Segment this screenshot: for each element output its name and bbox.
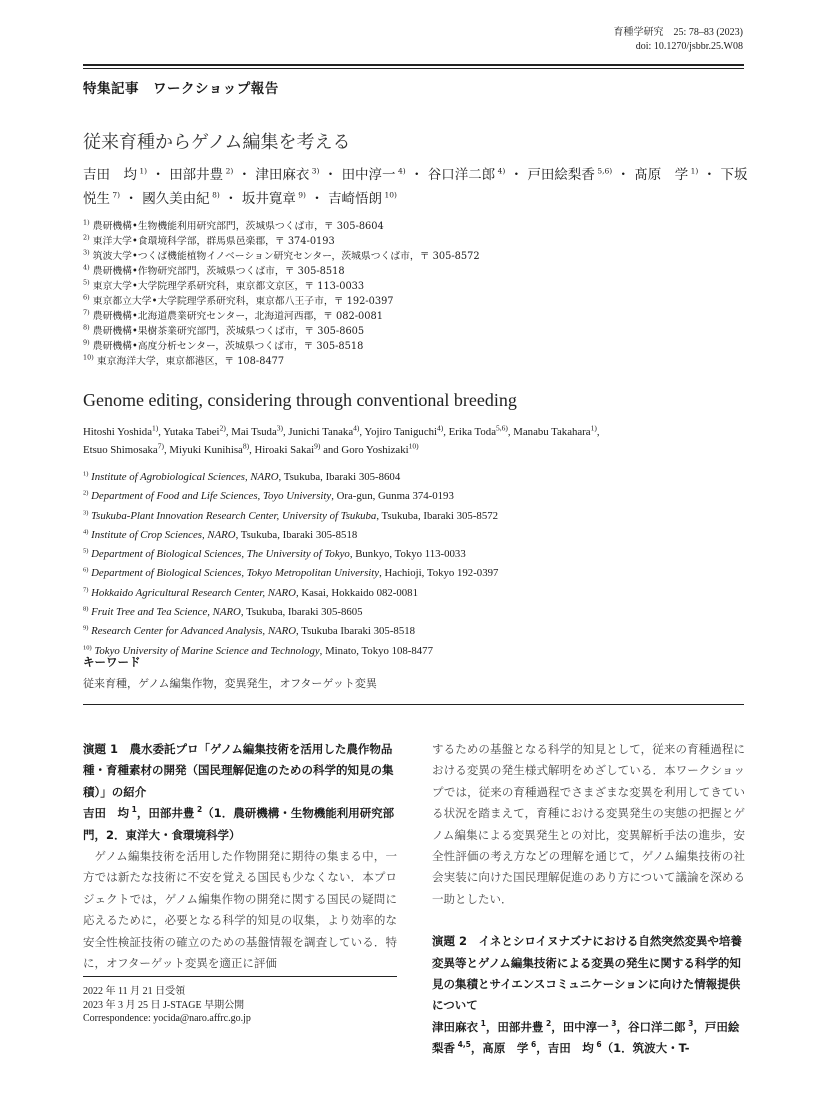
author-name: Hiroaki Sakai (254, 444, 315, 456)
lecture1-title: 演題 1 農水委託プロ「ゲノム編集技術を活用した農作物品種・育種素材の開発（国民理解促進のための科学的知見の集積）」の紹介 (83, 742, 394, 799)
affiliation-item (83, 249, 480, 264)
journal-header (614, 26, 743, 54)
lecture2-author-names (432, 1020, 739, 1055)
lecture-author-mark: 6 (593, 1040, 602, 1050)
affiliation-text: 東洋大学•食環境科学部，群馬県邑楽郡，〒 374-0193 (89, 236, 335, 247)
author-name: 髙原 学 (634, 167, 689, 183)
received-date: 2022 年 11 月 21 日受領 (83, 986, 186, 997)
citation: 25: 78–83 (2023) (673, 27, 743, 38)
author-separator: ・ (612, 167, 635, 183)
header-rule-thick (83, 64, 744, 66)
author-affiliation-mark: 9) (295, 190, 306, 200)
affiliation-item (83, 564, 498, 583)
lecture-author-name: 戸田絵梨香 (432, 1019, 740, 1056)
affiliation-location: , Minato, Tokyo 108-8477 (319, 644, 433, 657)
affiliation-item (83, 324, 480, 339)
lecture-author-name: 津田麻衣 (432, 1019, 478, 1034)
author-separator: ・ (120, 191, 143, 207)
affiliation-number: 1) (83, 218, 90, 227)
keywords-heading: キーワード (83, 655, 141, 669)
author-affiliation-mark: 1) (688, 166, 699, 176)
author-affiliation-mark: 9) (314, 441, 321, 451)
author-affiliation-mark: 1) (152, 423, 159, 433)
affiliation-number: 8) (83, 605, 89, 613)
author-affiliation-mark: 4) (495, 166, 506, 176)
author-name: 下坂悦生 (83, 167, 748, 207)
affiliation-text: 東京都立大学•大学院理学系研究科，東京都八王子市，〒 192-0397 (89, 296, 394, 307)
affiliation-number: 9) (83, 338, 90, 347)
affiliation-item (83, 603, 498, 622)
affiliation-text: 農研機構•作物研究部門，茨城県つくば市，〒 305-8518 (89, 266, 345, 277)
affiliation-item (83, 354, 480, 369)
affiliation-item (83, 309, 480, 324)
author-name: Goro Yoshizaki (341, 444, 409, 456)
header-rule-thin (83, 68, 744, 69)
lecture-author-mark: 2 (543, 1019, 552, 1029)
footnote-rule (83, 976, 397, 977)
affiliation-institution: Institute of Agrobiological Sciences, NARO (88, 471, 279, 483)
article-title-en: Genome editing, considering through conventional breeding (83, 390, 517, 410)
author-separator: ・ (233, 167, 256, 183)
author-separator: ・ (405, 167, 428, 183)
author-separator: and (320, 444, 342, 456)
author-name: 田部井豊 (169, 167, 224, 183)
journal-citation (614, 26, 743, 40)
affiliation-institution: Fruit Tree and Tea Science, NARO (88, 606, 241, 619)
affiliation-institution: Department of Biological Sciences, The University of Tokyo (88, 548, 350, 561)
author-affiliation-mark: 4) (437, 423, 444, 433)
affiliation-number: 7) (83, 586, 89, 594)
affiliation-institution: Department of Biological Sciences, Tokyo Metropolitan University (88, 567, 380, 580)
footnote (83, 985, 251, 1026)
author-name: Erika Toda (448, 426, 496, 438)
affiliation-item (83, 468, 498, 487)
affiliation-number: 5) (83, 278, 90, 287)
author-affiliation-mark: 3) (309, 166, 320, 176)
author-affiliation-mark: 8) (242, 441, 250, 451)
author-affiliation-mark: 5,6) (496, 423, 508, 433)
affiliation-number: 2) (83, 233, 90, 242)
author-separator: , (158, 426, 164, 438)
author-separator: , (225, 426, 232, 438)
lecture-author-separator: ， (536, 1041, 548, 1056)
author-separator: ・ (505, 167, 528, 183)
author-name: Yutaka Tabei (163, 426, 220, 438)
affiliation-number: 2) (83, 489, 89, 497)
author-separator: , (443, 426, 449, 438)
affiliation-item (83, 487, 498, 506)
affiliation-location: , Tsukuba, Ibaraki 305-8605 (240, 606, 363, 619)
lecture-author-name: 吉田 均 (547, 1041, 594, 1056)
author-affiliation-mark: 8) (209, 190, 220, 200)
author-separator: , (507, 426, 514, 438)
lecture-author-mark: 1 (129, 805, 137, 815)
lecture2-authors (432, 1017, 745, 1060)
author-separator: ・ (219, 191, 242, 207)
author-affiliation-mark: 5,6) (594, 166, 613, 176)
lecture2-title: 演題 2 イネとシロイヌナズナにおける自然突然変異や培養変異等とゲノム編集技術による変異の発生に関する科学的知見の集積とサイエンスコミュニケーションに向けた情報提供について (432, 934, 742, 1013)
author-separator: ・ (305, 191, 329, 207)
author-name: 田中淳一 (341, 167, 396, 183)
lecture-author-mark: 3 (608, 1019, 617, 1029)
affiliation-number: 10) (83, 644, 92, 652)
affiliation-number: 4) (83, 263, 90, 272)
lecture-author-separator: ， (136, 806, 149, 821)
author-name: 津田麻衣 (255, 167, 310, 183)
author-name: 吉田 均 (83, 167, 137, 183)
author-name: Etsuo Shimosaka (83, 444, 158, 456)
affiliation-item (83, 264, 480, 279)
author-separator: ・ (147, 167, 170, 183)
affiliation-number: 1) (83, 470, 89, 478)
affiliation-list-en (83, 468, 498, 661)
affiliation-item (83, 584, 498, 603)
lecture1-authors (83, 803, 397, 846)
affiliation-institution: Hokkaido Agricultural Research Center, NARO (88, 586, 296, 599)
affiliation-number: 10) (83, 353, 94, 362)
affiliation-location: , Tsukuba, Ibaraki 305-8572 (376, 509, 499, 522)
lecture1-author-names (83, 806, 202, 820)
affiliation-location: , Bunkyo, Tokyo 113-0033 (349, 548, 466, 561)
affiliation-text: 農研機構•高度分析センター，茨城県つくば市，〒 305-8518 (89, 341, 364, 352)
lecture-author-separator: ， (470, 1041, 483, 1056)
lecture1-body: ゲノム編集技術を活用した作物開発に期待の集まる中，一方では新たな技術に不安を覚える国民も少なくない．本プロジェクトでは，ゲノム編集作物の開発に関する国民の疑問に応えるために，必要となる科学的知見の収集，より効率的な安全性検証技術の確立のための基盤情報を調査している．特に，オフターゲット変異を適正に評価 (83, 849, 397, 971)
lecture-author-name: 吉田 均 (83, 806, 129, 821)
author-name: 吉崎悟朗 (328, 191, 383, 207)
published-date: 2023 年 3 月 25 日 J-STAGE 早期公開 (83, 999, 245, 1011)
author-name: Mai Tsuda (231, 426, 277, 438)
lecture-author-separator: ， (616, 1019, 629, 1034)
author-affiliation-mark: 7) (157, 441, 164, 451)
affiliation-item (83, 642, 498, 661)
journal-name: 育種学研究 (613, 27, 664, 38)
author-affiliation-mark: 4) (395, 166, 406, 176)
author-affiliation-mark: 1) (137, 166, 148, 176)
affiliation-number: 8) (83, 323, 90, 332)
author-affiliation-mark: 2) (219, 423, 226, 433)
author-affiliation-mark: 4) (353, 423, 360, 433)
keywords-rule (83, 704, 744, 705)
author-affiliation-mark: 1) (590, 423, 597, 433)
affiliation-text: 農研機構•果樹茶業研究部門，茨城県つくば市，〒 305-8605 (89, 326, 365, 337)
affiliation-location: , Ora-gun, Gunma 374-0193 (331, 490, 454, 503)
section-label: 特集記事 ワークショップ報告 (83, 81, 279, 97)
lecture-author-mark: 2 (194, 805, 203, 815)
affiliation-item (83, 279, 480, 294)
affiliation-item (83, 294, 480, 309)
author-affiliation-mark: 7) (110, 190, 121, 200)
lecture-author-name: 田部井豊 (497, 1019, 544, 1034)
author-separator: , (359, 426, 365, 438)
author-separator: ・ (319, 167, 342, 183)
correspondence: Correspondence: yocida@naro.affrc.go.jp (83, 1013, 251, 1024)
author-name: Hitoshi Yoshida (83, 426, 152, 438)
lecture-author-mark: 4,5 (455, 1040, 471, 1050)
author-separator: , (283, 426, 289, 438)
column-left (83, 739, 397, 974)
lecture-author-mark: 1 (478, 1019, 486, 1029)
affiliation-location: , Tsukuba, Ibaraki 305-8518 (235, 528, 358, 541)
affiliation-item (83, 339, 480, 354)
author-name: 谷口洋二郎 (427, 167, 496, 183)
lecture1-affiliations: （1．農研機構・生物機能利用研究部門，2．東洋大・食環境科学） (83, 806, 395, 842)
affiliation-list-ja (83, 219, 480, 369)
affiliation-text: 東京海洋大学，東京都港区，〒 108-8477 (93, 356, 285, 367)
lecture-author-separator: ， (693, 1019, 705, 1034)
author-list-ja (83, 163, 748, 211)
affiliation-item (83, 219, 480, 234)
affiliation-text: 農研機構•生物機能利用研究部門，茨城県つくば市，〒 305-8604 (89, 221, 384, 232)
affiliation-item (83, 526, 498, 545)
author-name: Manabu Takahara (513, 426, 591, 438)
affiliation-number: 7) (83, 308, 90, 317)
affiliation-item (83, 507, 498, 526)
lecture-author-name: 谷口洋二郎 (628, 1019, 686, 1034)
affiliation-number: 6) (83, 293, 90, 302)
affiliation-institution: Department of Food and Life Sciences, Toyo University (88, 490, 332, 503)
author-name: Yojiro Taniguchi (364, 426, 438, 438)
author-separator: , (596, 426, 600, 438)
lecture1-body-continued: するための基盤となる科学的知見として，従来の育種過程における変異の発生様式解明をめざしている．本ワークショップでは，従来の育種過程でさまざまな変異を利用してきている状況を踏まえて，育種における変異発生の実態の把握とゲノム編集による変異発生との対比，変異解析手法の進歩，安全性評価の考え方などの理解を通じて，ゲノム編集技術の社会実装に向けた国民理解促進のあり方について議論を深める一助としたい． (432, 742, 745, 906)
article-title-ja: 従来育種からゲノム編集を考える (83, 132, 351, 153)
affiliation-location: , Hachioji, Tokyo 192-0397 (379, 567, 499, 580)
author-name: 坂井寛章 (241, 191, 296, 207)
affiliation-number: 3) (83, 509, 89, 516)
affiliation-number: 3) (83, 248, 90, 257)
lecture-author-name: 田部井豊 (148, 806, 195, 821)
affiliation-number: 4) (83, 528, 89, 536)
lecture-author-mark: 3 (685, 1019, 694, 1029)
affiliation-location: , Tsukuba, Ibaraki 305-8604 (278, 471, 401, 483)
author-separator: , (249, 444, 255, 456)
lecture-author-mark: 6 (528, 1040, 537, 1050)
author-name: 國久美由紀 (142, 191, 210, 207)
affiliation-number: 9) (83, 624, 89, 632)
keywords-list: 従来育種，ゲノム編集作物，変異発生，オフターゲット変異 (83, 677, 377, 690)
paragraph-gap (432, 910, 745, 931)
lecture-author-name: 髙原 学 (482, 1041, 529, 1056)
lecture-author-separator: ， (551, 1019, 563, 1034)
affiliation-number: 5) (83, 547, 89, 555)
author-name: Miyuki Kunihisa (169, 444, 243, 456)
affiliation-item (83, 234, 480, 249)
affiliation-item (83, 545, 498, 564)
doi: doi: 10.1270/jsbbr.25.W08 (635, 41, 743, 52)
affiliation-text: 筑波大学•つくば機能植物イノベーション研究センター，茨城県つくば市，〒 305-8572 (89, 251, 480, 262)
author-name: Junichi Tanaka (288, 426, 354, 438)
affiliation-institution: Tokyo University of Marine Science and Technology (91, 644, 320, 657)
author-affiliation-mark: 10) (408, 441, 419, 451)
affiliation-item (83, 622, 498, 641)
author-name: 戸田絵梨香 (527, 167, 595, 183)
affiliation-location: , Kasai, Hokkaido 082-0081 (295, 586, 418, 599)
affiliation-text: 農研機構•北海道農業研究センター，北海道河西郡，〒 082-0081 (89, 311, 383, 322)
affiliation-institution: Tsukuba-Plant Innovation Research Center, University of Tsukuba (88, 509, 377, 522)
author-separator: ・ (698, 167, 721, 183)
author-list-en (83, 423, 743, 459)
affiliation-institution: Institute of Crop Sciences, NARO (88, 528, 236, 541)
lecture-author-separator: ， (485, 1019, 498, 1034)
affiliation-location: , Tsukuba Ibaraki 305-8518 (296, 625, 416, 638)
author-separator: , (163, 444, 170, 456)
column-right (432, 739, 745, 1060)
author-affiliation-mark: 2) (223, 166, 234, 176)
author-affiliation-mark: 10) (382, 190, 397, 200)
affiliation-institution: Research Center for Advanced Analysis, NARO (88, 625, 297, 638)
lecture-author-name: 田中淳一 (562, 1019, 609, 1034)
affiliation-number: 6) (83, 566, 89, 574)
lecture2-affiliations: （1．筑波大・T- (601, 1041, 690, 1056)
author-affiliation-mark: 3) (276, 423, 283, 433)
affiliation-text: 東京大学•大学院理学系研究科，東京都文京区，〒 113-0033 (89, 281, 365, 292)
